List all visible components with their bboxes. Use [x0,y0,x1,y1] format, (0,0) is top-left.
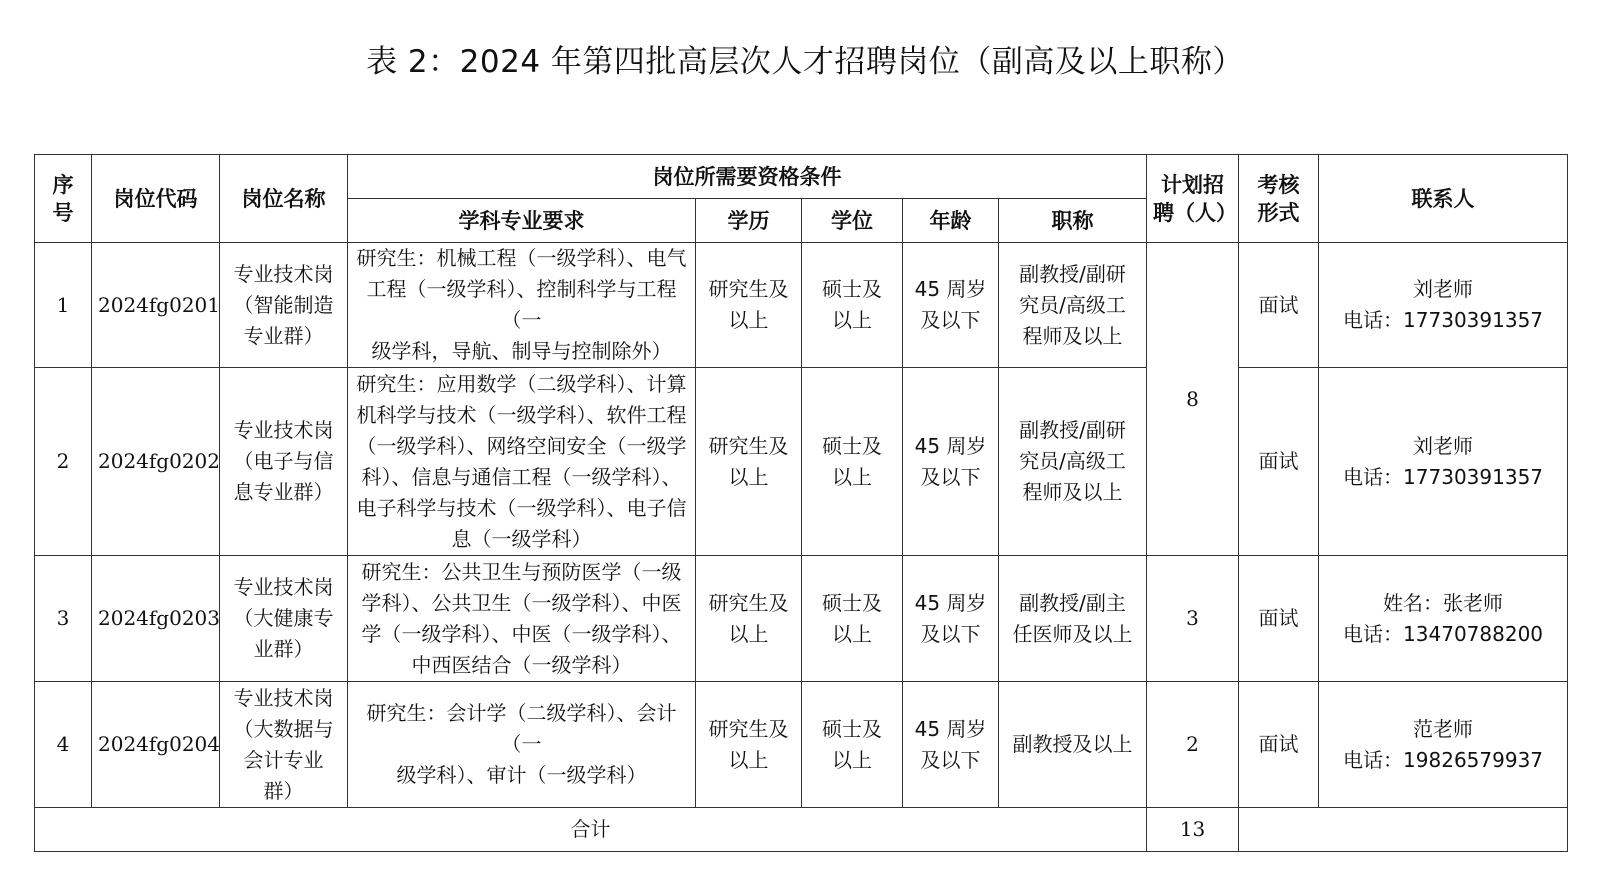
header-name: 岗位名称 [220,155,348,243]
cell-age: 45 周岁 及以下 [903,556,999,682]
header-degree: 学位 [802,199,903,243]
cell-education: 研究生及 以上 [696,368,802,556]
cell-degree: 硕士及 以上 [802,682,903,808]
cell-age: 45 周岁 及以下 [903,243,999,368]
cell-seq: 1 [35,243,92,368]
cell-code: 2024fg0201 [92,243,220,368]
cell-seq: 3 [35,556,92,682]
header-plan: 计划招 聘（人） [1147,155,1239,243]
header-discipline: 学科专业要求 [348,199,696,243]
table-row [35,556,1568,682]
cell-discipline: 研究生：应用数学（二级学科）、计算 机科学与技术（一级学科）、软件工程 （一级学科）、网络空间安全（一级学 科）、信息与通信工程（一级学科）、 电子科学与技术（一级学科）、电子信 息（一级学科） [348,368,696,556]
cell-degree: 硕士及 以上 [802,243,903,368]
cell-name: 专业技术岗 （智能制造 专业群） [220,243,348,368]
cell-discipline: 研究生：会计学（二级学科）、会计（一 级学科）、审计（一级学科） [348,682,696,808]
cell-name: 专业技术岗 （大数据与 会计专业 群） [220,682,348,808]
cell-title-rank: 副教授及以上 [999,682,1147,808]
recruitment-table [34,154,1568,852]
cell-plan-merged: 8 [1147,243,1239,556]
cell-contact: 刘老师 电话：17730391357 [1319,243,1568,368]
table-row [35,243,1568,368]
cell-assessment: 面试 [1239,556,1319,682]
table-row [35,368,1568,556]
cell-age: 45 周岁 及以下 [903,682,999,808]
cell-contact: 刘老师 电话：17730391357 [1319,368,1568,556]
header-title-rank: 职称 [999,199,1147,243]
cell-degree: 硕士及 以上 [802,556,903,682]
cell-name: 专业技术岗 （大健康专 业群） [220,556,348,682]
total-row [35,808,1568,852]
cell-seq: 4 [35,682,92,808]
cell-title-rank: 副教授/副研 究员/高级工 程师及以上 [999,368,1147,556]
total-empty [1239,808,1568,852]
cell-degree: 硕士及 以上 [802,368,903,556]
cell-plan: 2 [1147,682,1239,808]
cell-discipline: 研究生：公共卫生与预防医学（一级 学科）、公共卫生（一级学科）、中医 学（一级学科）、中医（一级学科）、 中西医结合（一级学科） [348,556,696,682]
header-seq: 序 号 [35,155,92,243]
header-education: 学历 [696,199,802,243]
cell-seq: 2 [35,368,92,556]
header-contact: 联系人 [1319,155,1568,243]
cell-contact: 范老师 电话：19826579937 [1319,682,1568,808]
cell-assessment: 面试 [1239,682,1319,808]
cell-title-rank: 副教授/副研 究员/高级工 程师及以上 [999,243,1147,368]
table-row [35,682,1568,808]
cell-education: 研究生及 以上 [696,243,802,368]
cell-education: 研究生及 以上 [696,682,802,808]
total-label: 合计 [35,808,1147,852]
cell-code: 2024fg0203 [92,556,220,682]
header-qualifications: 岗位所需要资格条件 [348,155,1147,199]
cell-name: 专业技术岗 （电子与信 息专业群） [220,368,348,556]
cell-code: 2024fg0202 [92,368,220,556]
cell-education: 研究生及 以上 [696,556,802,682]
table-title: 表 2：2024 年第四批高层次人才招聘岗位（副高及以上职称） [366,44,1244,80]
header-age: 年龄 [903,199,999,243]
header-assessment: 考核 形式 [1239,155,1319,243]
header-code: 岗位代码 [92,155,220,243]
cell-age: 45 周岁 及以下 [903,368,999,556]
total-value: 13 [1147,808,1239,852]
cell-assessment: 面试 [1239,368,1319,556]
cell-code: 2024fg0204 [92,682,220,808]
header-row-top [35,155,1568,199]
cell-plan: 3 [1147,556,1239,682]
cell-assessment: 面试 [1239,243,1319,368]
cell-title-rank: 副教授/副主 任医师及以上 [999,556,1147,682]
cell-discipline: 研究生：机械工程（一级学科）、电气 工程（一级学科）、控制科学与工程（一 级学科，导航、制导与控制除外） [348,243,696,368]
cell-contact: 姓名：张老师 电话：13470788200 [1319,556,1568,682]
